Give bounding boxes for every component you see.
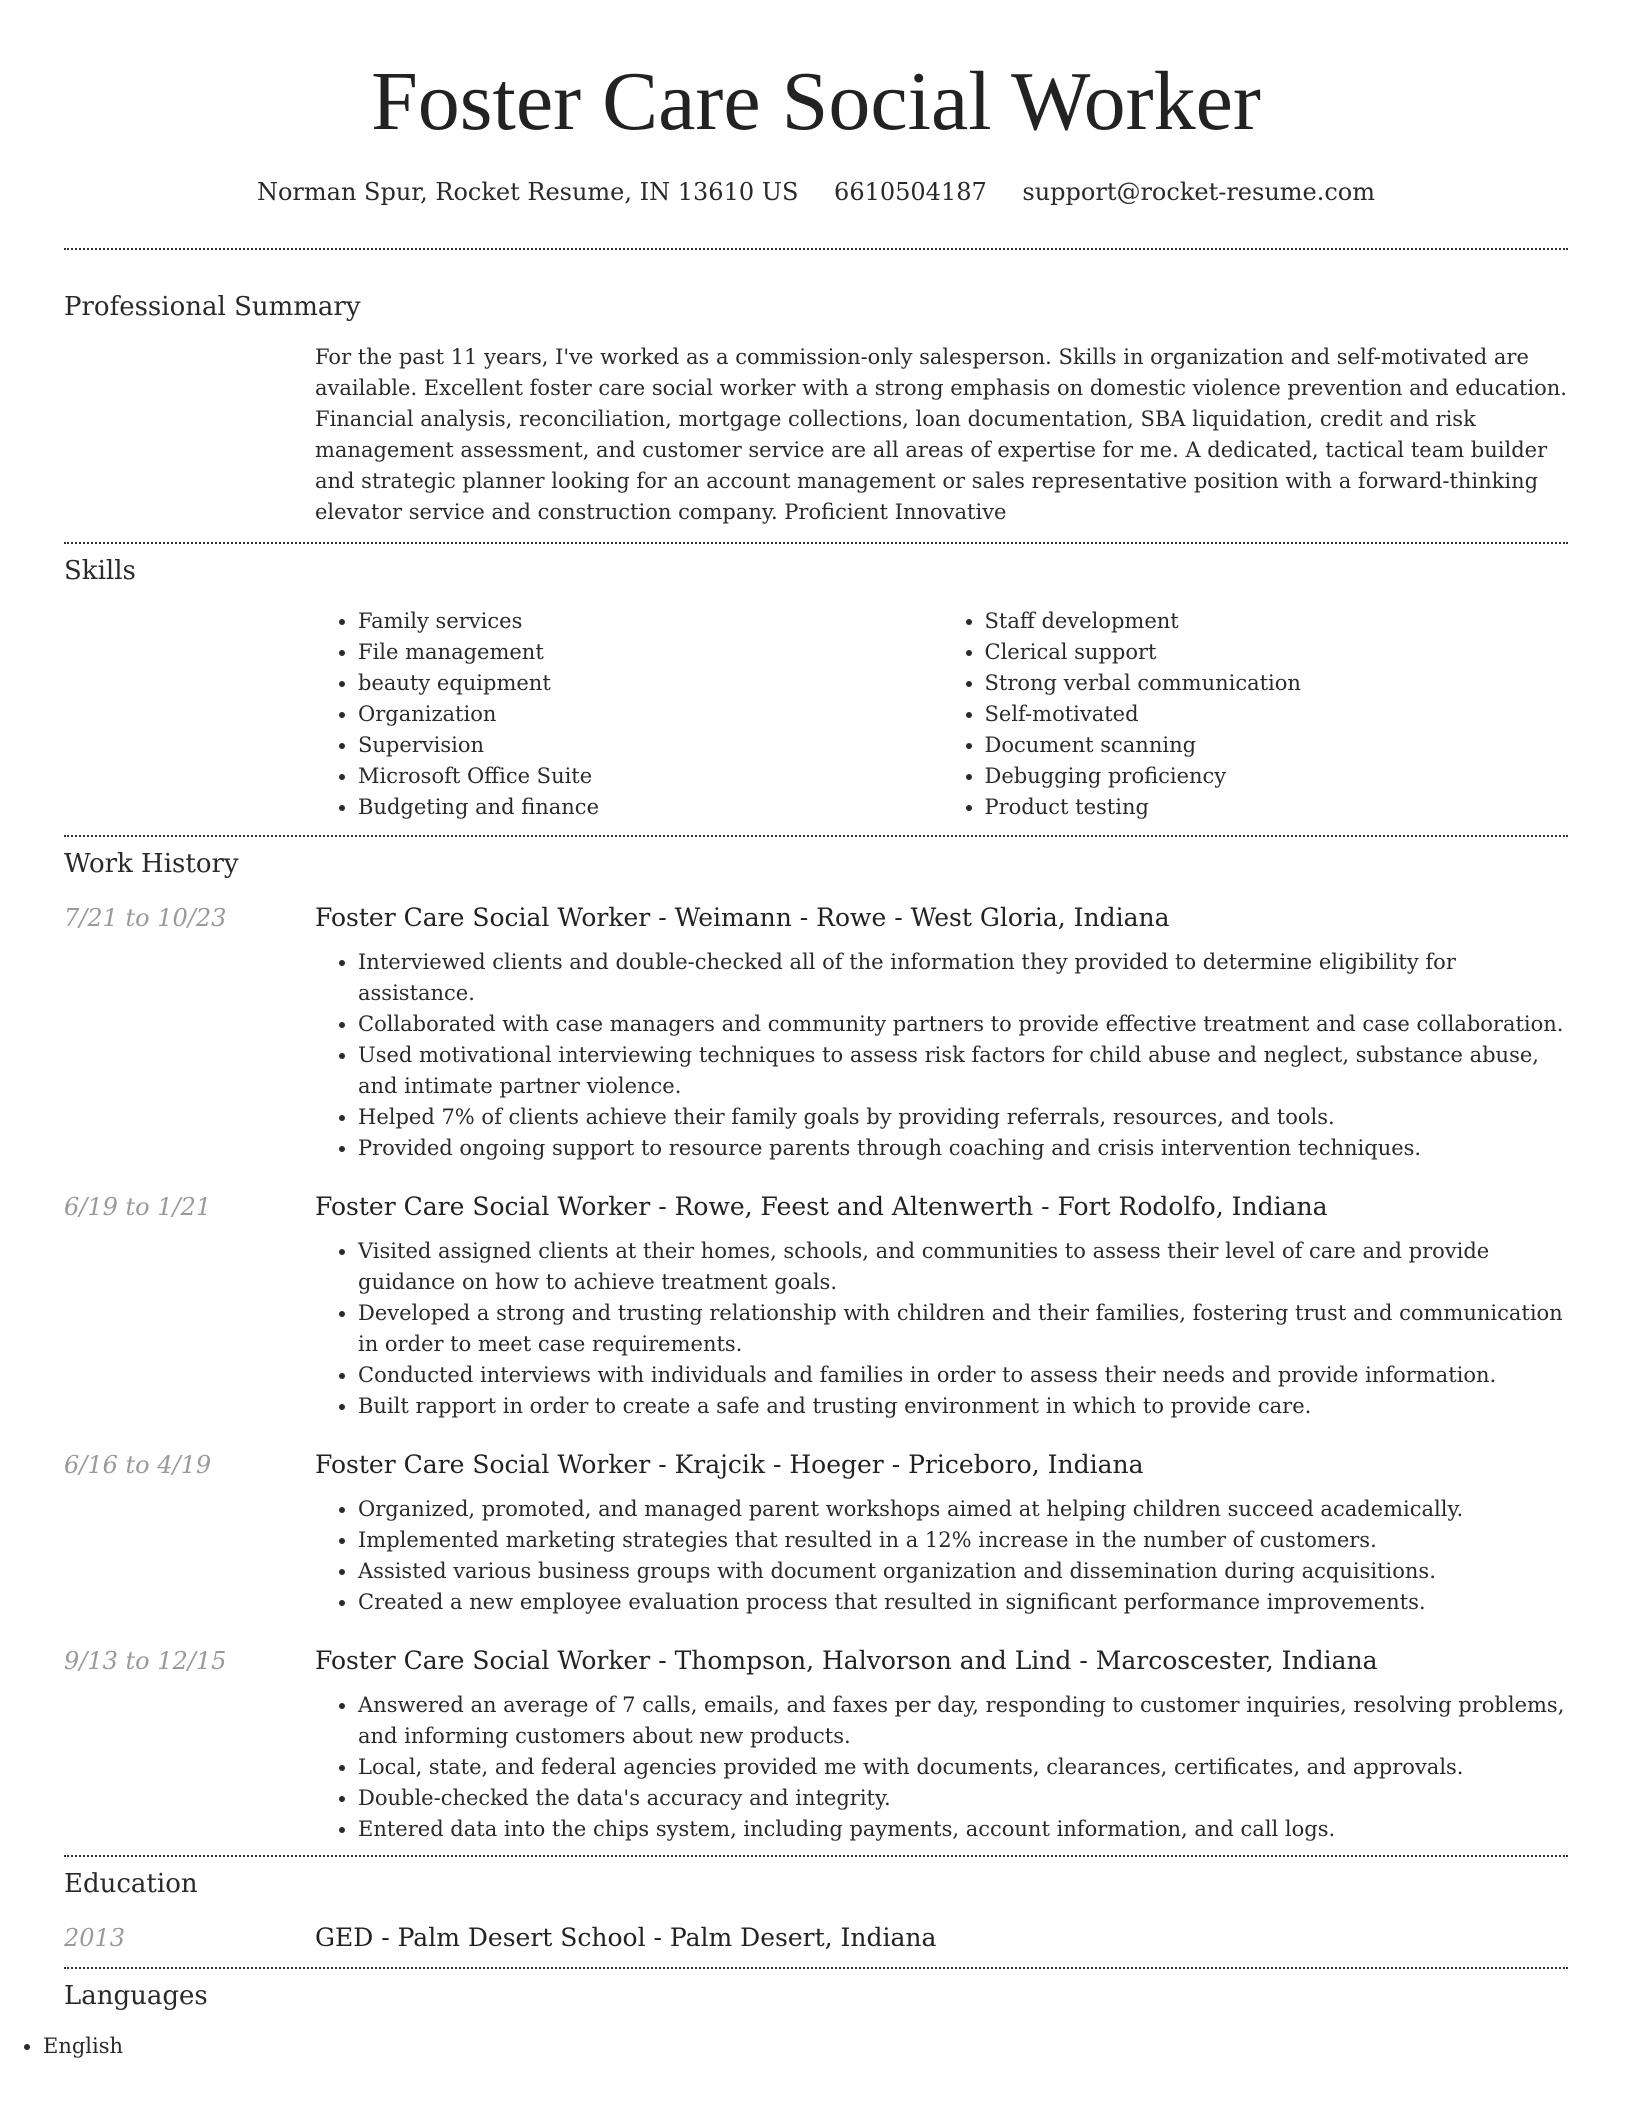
divider: [64, 1855, 1568, 1857]
contact-address: Norman Spur, Rocket Resume, IN 13610 US: [256, 178, 799, 206]
skill-item: • Organization: [358, 699, 942, 730]
skill-item: • Supervision: [358, 730, 942, 761]
skill-item: • Microsoft Office Suite: [358, 761, 942, 792]
languages-list: [0, 2031, 1632, 2062]
job-bullet: • Implemented marketing strategies that resulted in a 12% increase in the number of customers.: [358, 1525, 1568, 1556]
job-title: Foster Care Social Worker - Krajcik - Hoeger - Priceboro, Indiana: [315, 1450, 1144, 1479]
job-title: Foster Care Social Worker - Rowe, Feest and Altenwerth - Fort Rodolfo, Indiana: [315, 1192, 1328, 1221]
job-bullets: [315, 1236, 1568, 1422]
skill-item: • beauty equipment: [358, 668, 942, 699]
job-bullet: • Developed a strong and trusting relationship with children and their families, fostering trust and communication in order to meet case requirements.: [358, 1298, 1568, 1360]
divider: [64, 542, 1568, 544]
job-bullets: [315, 1690, 1568, 1845]
job-bullet: • Local, state, and federal agencies provided me with documents, clearances, certificates, and approvals.: [358, 1752, 1568, 1783]
contact-email: support@rocket-resume.com: [1022, 178, 1376, 206]
divider: [64, 1967, 1568, 1969]
job-dates: 7/21 to 10/23: [64, 904, 227, 932]
job-title: Foster Care Social Worker - Thompson, Halvorson and Lind - Marcoscester, Indiana: [315, 1646, 1378, 1675]
skill-item: • Self-motivated: [985, 699, 1569, 730]
job-header: [64, 901, 1568, 935]
skill-item: • Strong verbal communication: [985, 668, 1569, 699]
job-bullet: • Interviewed clients and double-checked all of the information they provided to determine eligibility for assistance.: [358, 947, 1568, 1009]
skill-item: • Budgeting and finance: [358, 792, 942, 823]
job-header: [64, 1448, 1568, 1482]
job-bullet: • Created a new employee evaluation process that resulted in significant performance improvements.: [358, 1587, 1568, 1618]
skill-item: • Clerical support: [985, 637, 1569, 668]
section-title-education: Education: [64, 1869, 198, 1899]
skill-item: • Family services: [358, 606, 942, 637]
job-entry: [0, 901, 1632, 1164]
job-bullets: [315, 947, 1568, 1164]
job-entry: [0, 1448, 1632, 1618]
section-title-summary: Professional Summary: [64, 292, 361, 322]
job-bullet: • Collaborated with case managers and community partners to provide effective treatment and case collaboration.: [358, 1009, 1568, 1040]
contact-line: [0, 176, 1632, 208]
skill-item: • Debugging proficiency: [985, 761, 1569, 792]
divider: [64, 835, 1568, 837]
section-title-work: Work History: [64, 849, 239, 879]
section-title-languages: Languages: [64, 1981, 208, 2011]
job-bullet: • Visited assigned clients at their homes, schools, and communities to assess their level of care and provide guidance on how to achieve treatment goals.: [358, 1236, 1568, 1298]
education-date: 2013: [64, 1924, 126, 1952]
language-item: • English: [43, 2031, 1632, 2062]
job-bullet: • Used motivational interviewing techniques to assess risk factors for child abuse and neglect, substance abuse, and intimate partner violence.: [358, 1040, 1568, 1102]
summary-text: For the past 11 years, I've worked as a commission-only salesperson. Skills in organization and self-motivated are available. Excellent foster care social worker with a strong emphasis on domestic violence prevention and education. Financial analysis, reconciliation, mortgage collections, loan documentation, SBA liquidation, credit and risk management assessment, and customer service are all areas of expertise for me. A dedicated, tactical team builder and strategic planner looking for an account management or sales representative position with a forward-thinking elevator service and construction company. Proficient Innovative: [315, 345, 1567, 524]
section-title-skills: Skills: [64, 556, 136, 586]
job-entry: [0, 1190, 1632, 1422]
job-dates: 6/16 to 4/19: [64, 1451, 212, 1479]
skill-item: • Staff development: [985, 606, 1569, 637]
resume-name: Foster Care Social Worker: [371, 55, 1261, 148]
skills-column-left: [315, 606, 942, 823]
divider: [64, 248, 1568, 250]
job-bullet: • Entered data into the chips system, including payments, account information, and call logs.: [358, 1814, 1568, 1845]
job-header: [64, 1190, 1568, 1224]
work-history-list: [0, 901, 1632, 1845]
job-bullet: • Answered an average of 7 calls, emails, and faxes per day, responding to customer inquiries, resolving problems, and informing customers about new products.: [358, 1690, 1568, 1752]
skill-item: • Product testing: [985, 792, 1569, 823]
job-bullet: • Provided ongoing support to resource parents through coaching and crisis intervention techniques.: [358, 1133, 1568, 1164]
job-bullet: • Organized, promoted, and managed parent workshops aimed at helping children succeed academically.: [358, 1494, 1568, 1525]
job-bullet: • Conducted interviews with individuals and families in order to assess their needs and provide information.: [358, 1360, 1568, 1391]
job-entry: [0, 1644, 1632, 1845]
education-entry: [64, 1921, 1568, 1955]
skills-list: [315, 606, 1568, 823]
job-bullet: • Assisted various business groups with document organization and dissemination during acquisitions.: [358, 1556, 1568, 1587]
job-dates: 9/13 to 12/15: [64, 1647, 227, 1675]
job-header: [64, 1644, 1568, 1678]
skills-column-right: [942, 606, 1569, 823]
job-dates: 6/19 to 1/21: [64, 1193, 212, 1221]
job-bullet: • Helped 7% of clients achieve their family goals by providing referrals, resources, and tools.: [358, 1102, 1568, 1133]
education-title: GED - Palm Desert School - Palm Desert, Indiana: [315, 1923, 937, 1952]
skill-item: • Document scanning: [985, 730, 1569, 761]
skill-item: • File management: [358, 637, 942, 668]
job-title: Foster Care Social Worker - Weimann - Rowe - West Gloria, Indiana: [315, 903, 1170, 932]
job-bullet: • Built rapport in order to create a safe and trusting environment in which to provide care.: [358, 1391, 1568, 1422]
job-bullet: • Double-checked the data's accuracy and integrity.: [358, 1783, 1568, 1814]
job-bullets: [315, 1494, 1568, 1618]
contact-phone: 6610504187: [834, 178, 987, 206]
